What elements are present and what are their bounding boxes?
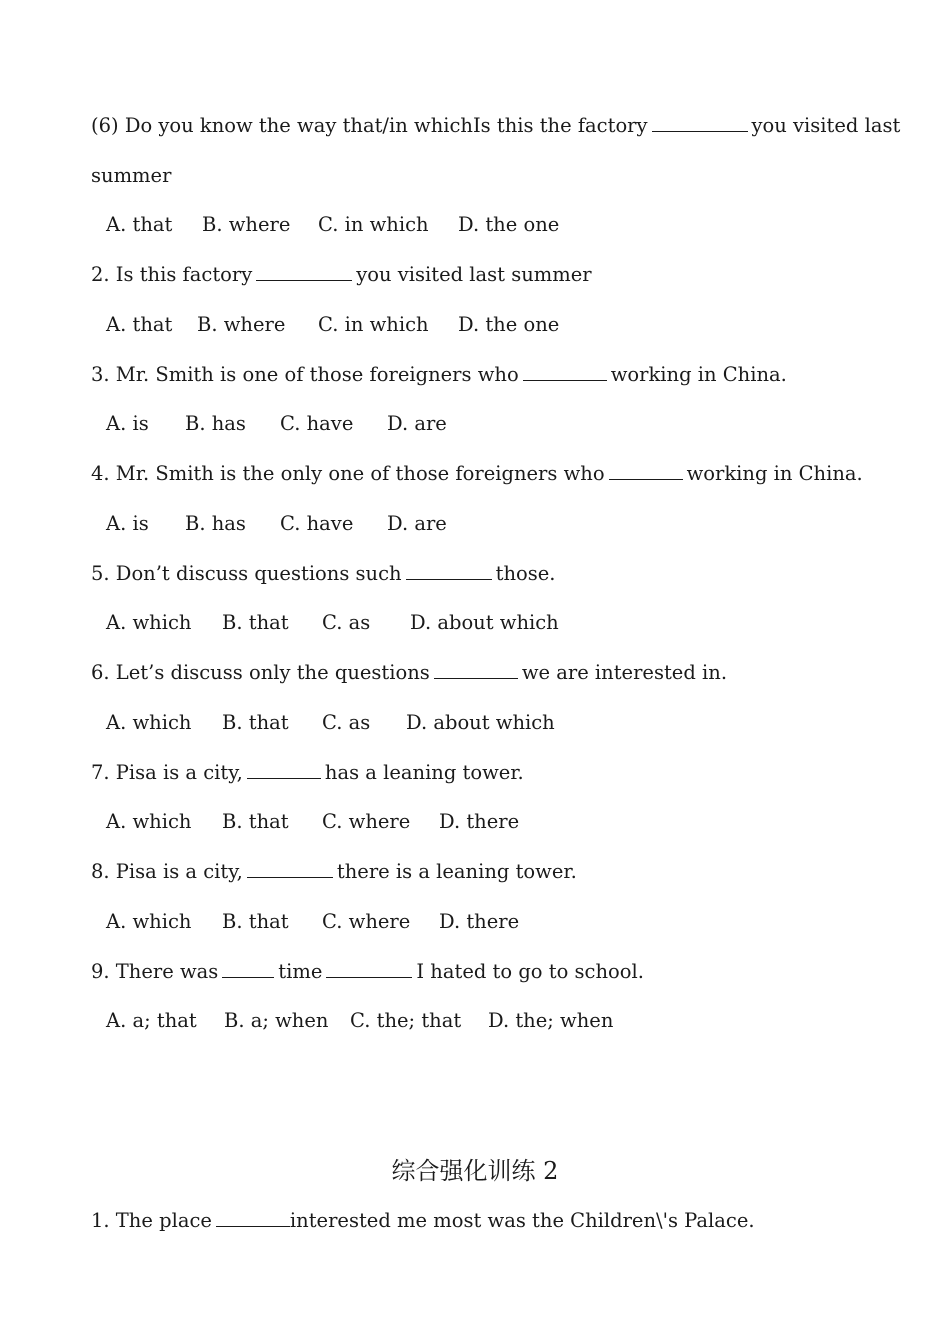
question-2 — [91, 262, 592, 288]
question-text: you visited last — [751, 114, 901, 137]
option-a: A. which — [106, 711, 192, 734]
option-b: B. that — [222, 711, 289, 734]
answer-blank — [222, 959, 274, 978]
option-c: C. have — [280, 512, 354, 535]
option-b: B. has — [185, 512, 246, 535]
option-b: B. where — [202, 213, 291, 236]
question-text: 8. Pisa is a city, — [91, 860, 243, 883]
option-a: A. that — [106, 213, 173, 236]
option-a: A. is — [106, 512, 149, 535]
option-d: D. about which — [406, 711, 555, 734]
question-text: working in China. — [610, 363, 787, 386]
section-title: 综合强化训练 2 — [391, 1157, 559, 1185]
answer-blank — [247, 760, 321, 779]
answer-blank — [247, 859, 333, 878]
question-text: those. — [495, 562, 556, 585]
question-text: we are interested in. — [521, 661, 728, 684]
option-d: D. there — [439, 810, 520, 833]
question-8 — [91, 859, 577, 885]
section2-question-1 — [91, 1208, 755, 1234]
option-a: A. is — [106, 412, 149, 435]
option-c: C. the; that — [350, 1009, 462, 1032]
option-a: A. which — [106, 810, 192, 833]
option-c: C. in which — [318, 313, 429, 336]
option-b: B. where — [197, 313, 286, 336]
option-d: D. the one — [458, 313, 560, 336]
option-c: C. have — [280, 412, 354, 435]
option-b: B. a; when — [224, 1009, 329, 1032]
question-text: I hated to go to school. — [416, 960, 644, 983]
option-c: C. where — [322, 910, 411, 933]
question-intro — [91, 113, 900, 139]
question-text: interested me most was the Children\'s Palace. — [289, 1209, 755, 1232]
option-d: D. are — [387, 412, 447, 435]
option-d: D. there — [439, 910, 520, 933]
question-5 — [91, 561, 556, 587]
answer-blank — [652, 113, 748, 132]
question-text: 6. Let’s discuss only the questions — [91, 661, 430, 684]
option-c: C. in which — [318, 213, 429, 236]
question-text: 1. The place — [91, 1209, 212, 1232]
option-d: D. about which — [410, 611, 559, 634]
question-3 — [91, 362, 787, 388]
option-d: D. the one — [458, 213, 560, 236]
question-text: 2. Is this factory — [91, 263, 253, 286]
option-b: B. that — [222, 810, 289, 833]
question-9 — [91, 959, 644, 985]
question-text: 7. Pisa is a city, — [91, 761, 243, 784]
option-a: A. which — [106, 910, 192, 933]
question-text: (6) Do you know the way that/in whichIs this the factory — [91, 114, 648, 137]
answer-blank — [216, 1208, 290, 1227]
question-text: 9. There was — [91, 960, 219, 983]
question-text: you visited last summer — [356, 263, 592, 286]
option-a: A. that — [106, 313, 173, 336]
question-6 — [91, 660, 727, 686]
question-text: working in China. — [686, 462, 863, 485]
question-text: there is a leaning tower. — [336, 860, 577, 883]
question-text: summer — [91, 164, 172, 187]
question-4 — [91, 461, 863, 487]
answer-blank — [609, 461, 683, 480]
question-intro-continued — [91, 163, 171, 189]
question-text: 5. Don’t discuss questions such — [91, 562, 402, 585]
option-b: B. that — [222, 611, 289, 634]
option-b: B. has — [185, 412, 246, 435]
option-c: C. where — [322, 810, 411, 833]
option-a: A. a; that — [106, 1009, 197, 1032]
question-text: 3. Mr. Smith is one of those foreigners who — [91, 363, 519, 386]
answer-blank — [406, 561, 492, 580]
answer-blank — [434, 660, 518, 679]
question-text: 4. Mr. Smith is the only one of those foreigners who — [91, 462, 605, 485]
question-7 — [91, 760, 524, 786]
question-text: time — [278, 960, 323, 983]
option-d: D. are — [387, 512, 447, 535]
option-b: B. that — [222, 910, 289, 933]
option-a: A. which — [106, 611, 192, 634]
option-c: C. as — [322, 611, 371, 634]
answer-blank — [523, 362, 607, 381]
question-text: has a leaning tower. — [324, 761, 524, 784]
option-d: D. the; when — [488, 1009, 614, 1032]
answer-blank — [256, 262, 352, 281]
option-c: C. as — [322, 711, 371, 734]
answer-blank — [326, 959, 412, 978]
